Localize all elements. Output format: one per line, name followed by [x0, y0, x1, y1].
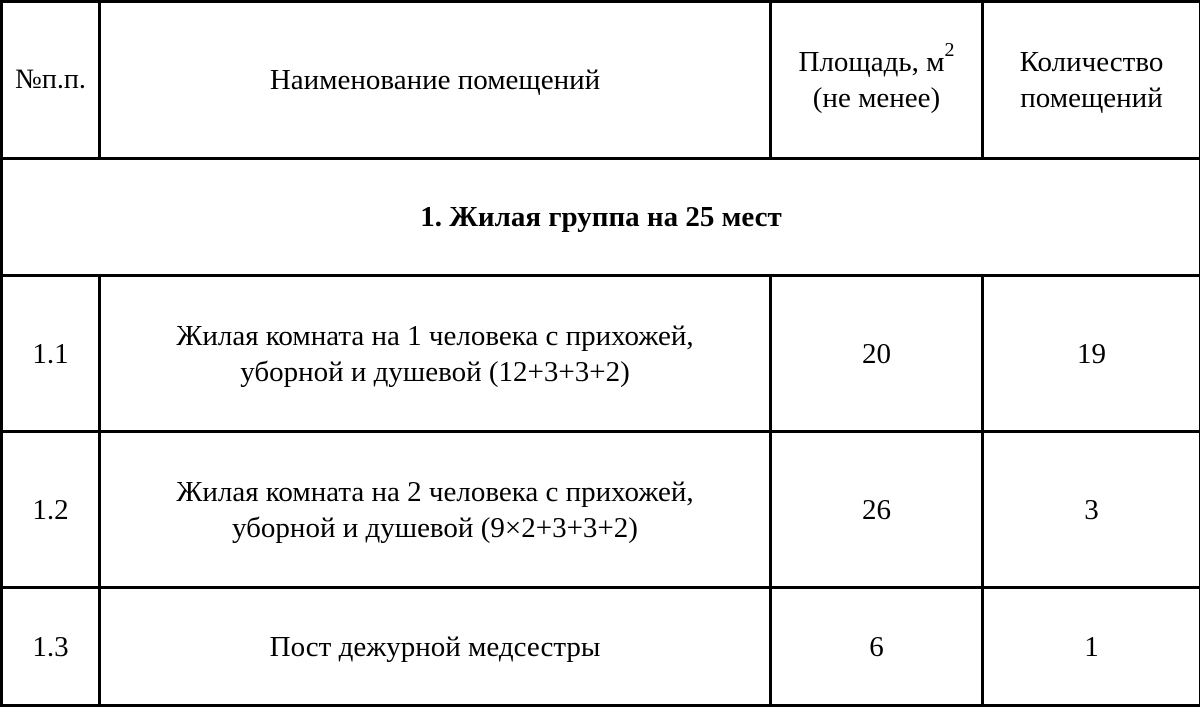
row-count: 3 — [983, 432, 1200, 588]
header-count-line1: Количество — [1019, 46, 1164, 78]
row-num: 1.3 — [2, 588, 100, 706]
table-row — [2, 588, 1200, 706]
section-row — [2, 159, 1200, 276]
header-row — [2, 2, 1200, 159]
row-name-line1: Жилая комната на 1 человека с прихожей, — [176, 319, 694, 352]
row-name-line2: уборной и душевой (9×2+3+3+2) — [232, 511, 638, 544]
table-row — [2, 432, 1200, 588]
row-area: 26 — [771, 432, 983, 588]
row-area: 6 — [771, 588, 983, 706]
header-area — [771, 2, 983, 159]
row-name: Пост дежурной медсестры — [100, 588, 771, 706]
row-name — [100, 276, 771, 432]
section-title: 1. Жилая группа на 25 мест — [2, 159, 1200, 276]
header-count — [983, 2, 1200, 159]
header-num: №п.п. — [2, 2, 100, 159]
row-count: 1 — [983, 588, 1200, 706]
row-name-line1: Жилая комната на 2 человека с прихожей, — [176, 475, 694, 508]
header-count-line2: помещений — [1020, 82, 1163, 114]
row-num: 1.1 — [2, 276, 100, 432]
row-count: 19 — [983, 276, 1200, 432]
header-area-label: Площадь, м — [798, 46, 945, 78]
row-area: 20 — [771, 276, 983, 432]
row-name — [100, 432, 771, 588]
header-area-note: (не менее) — [812, 82, 941, 114]
table-row — [2, 276, 1200, 432]
header-area-superscript: 2 — [944, 39, 955, 62]
header-name: Наименование помещений — [100, 2, 771, 159]
row-name-line2: уборной и душевой (12+3+3+2) — [240, 355, 630, 388]
row-num: 1.2 — [2, 432, 100, 588]
